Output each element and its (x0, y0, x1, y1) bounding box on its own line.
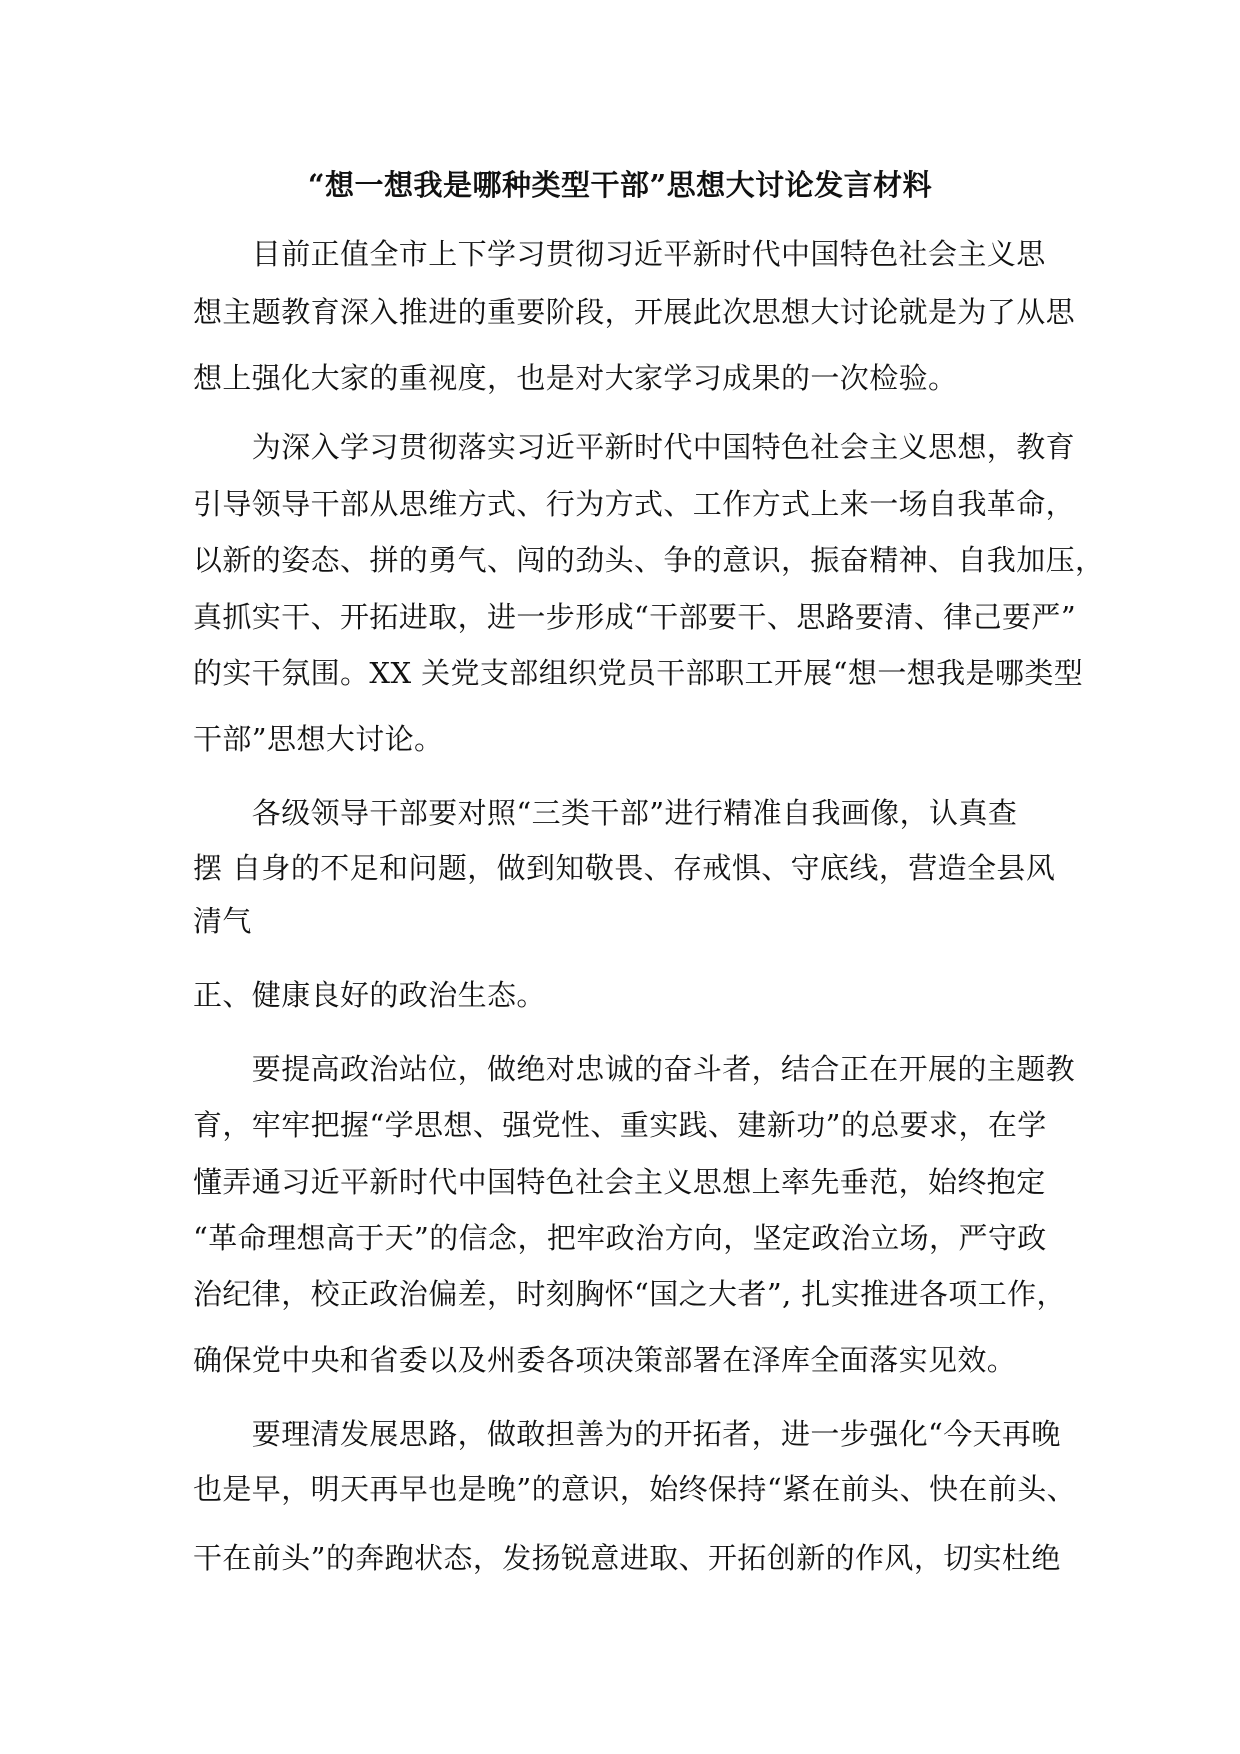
body-line: 也是早，明天再早也是晚”的意识，始终保持“紧在前头、快在前头、 (193, 1472, 1077, 1506)
body-line: 育，牢牢把握“学思想、强党性、重实践、建新功”的总要求，在学 (193, 1108, 1047, 1142)
body-line: 引导领导干部从思维方式、行为方式、工作方式上来一场自我革命， (193, 487, 1076, 521)
body-line: 治纪律，校正政治偏差，时刻胸怀“国之大者”, 扎实推进各项工作， (193, 1277, 1066, 1311)
body-line: 真抓实干、开拓进取，进一步形成“干部要干、思路要清、律己要严” (193, 600, 1077, 634)
body-line: 目前正值全市上下学习贯彻习近平新时代中国特色社会主义思 (193, 237, 1046, 271)
body-line: 各级领导干部要对照“三类干部”进行精准自我画像，认真查 (193, 796, 1018, 830)
body-line: 正、健康良好的政治生态。 (193, 978, 546, 1012)
body-line: 干部”思想大讨论。 (193, 722, 444, 756)
body-line: 懂弄通习近平新时代中国特色社会主义思想上率先垂范，始终抱定 (193, 1165, 1046, 1199)
body-line: 确保党中央和省委以及州委各项决策部署在泽库全面落实见效。 (193, 1343, 1017, 1377)
body-line: 的实干氛围。XX 关党支部组织党员干部职工开展“想一想我是哪类型 (193, 656, 1084, 690)
body-line: 清气 (193, 904, 252, 938)
body-line: 想主题教育深入推进的重要阶段，开展此次思想大讨论就是为了从思 (193, 295, 1076, 329)
body-line: 想上强化大家的重视度，也是对大家学习成果的一次检验。 (193, 361, 958, 395)
document-title: “想一想我是哪种类型干部”思想大讨论发言材料 (307, 168, 933, 202)
body-line: 干在前头”的奔跑状态，发扬锐意进取、开拓创新的作风，切实杜绝 (193, 1541, 1061, 1575)
body-line: 要理清发展思路，做敢担善为的开拓者，进一步强化“今天再晚 (193, 1417, 1061, 1451)
body-line: “革命理想高于天”的信念，把牢政治方向，坚定政治立场，严守政 (193, 1221, 1047, 1255)
body-line: 为深入学习贯彻落实习近平新时代中国特色社会主义思想，教育 (193, 430, 1076, 464)
body-line: 要提高政治站位，做绝对忠诚的奋斗者，结合正在开展的主题教 (193, 1052, 1076, 1086)
body-line: 以新的姿态、拼的勇气、闯的劲头、争的意识，振奋精神、自我加压， (193, 543, 1105, 577)
body-line: 摆 自身的不足和问题，做到知敬畏、存戒惧、守底线，营造全县风 (193, 851, 1056, 885)
